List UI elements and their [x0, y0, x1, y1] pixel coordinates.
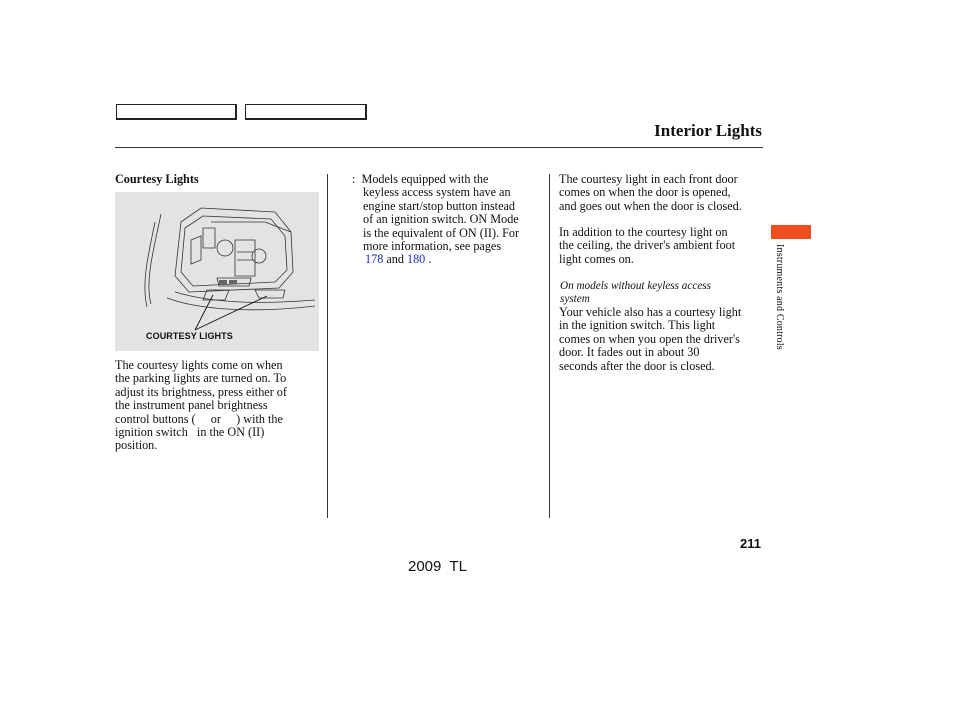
right-para3-line: comes on when you open the driver's — [559, 331, 740, 346]
right-para2-line: In addition to the courtesy light on — [559, 225, 728, 239]
footnote-line: more information, see pages — [363, 239, 502, 254]
and-text: and — [386, 252, 404, 267]
middle-column — [352, 173, 542, 267]
footnote-line: : Models equipped with the — [352, 172, 489, 186]
model-note-line: On models without keyless access — [560, 280, 711, 292]
column-divider-right — [549, 174, 550, 518]
overhead-console-illustration — [115, 192, 319, 351]
column-divider-left — [327, 174, 328, 518]
right-para2-line: the ceiling, the driver's ambient foot — [559, 238, 736, 253]
right-para2 — [559, 226, 771, 266]
footer-model: 2009 TL — [408, 558, 467, 575]
footnote-line: keyless access system have an — [363, 185, 511, 200]
title-rule — [115, 147, 763, 148]
footnote-line: engine start/stop button instead — [363, 198, 515, 213]
figure-caption: COURTESY LIGHTS — [146, 331, 233, 341]
left-body-line: the instrument panel brightness — [115, 398, 268, 413]
overhead-console-figure — [115, 192, 319, 351]
page-link-180[interactable]: 180 — [406, 252, 426, 267]
right-column — [559, 173, 771, 213]
section-tab-marker — [771, 225, 811, 239]
right-para3-line: in the ignition switch. This light — [559, 318, 716, 333]
left-body-line: the parking lights are turned on. To — [115, 371, 287, 386]
left-column — [115, 173, 320, 186]
page-link-178[interactable]: 178 — [365, 252, 384, 267]
left-body-line: position. — [115, 438, 158, 453]
footnote-links-line — [352, 253, 542, 266]
page-number: 211 — [740, 536, 761, 551]
page-title: Interior Lights — [654, 121, 762, 140]
model-note-line: system — [560, 292, 590, 305]
footnote-line: of an ignition switch. ON Mode — [363, 212, 519, 227]
left-body-line: control buttons ( or ) with the — [115, 411, 283, 426]
left-body-line: The courtesy lights come on when — [115, 358, 283, 372]
end-period: . — [428, 252, 432, 267]
section-tab-label: Instruments and Controls — [774, 244, 785, 350]
right-para3 — [559, 306, 771, 373]
right-para1-line: and goes out when the door is closed. — [559, 198, 742, 213]
left-body-line: ignition switch in the ON (II) — [115, 425, 265, 440]
model-note — [560, 280, 772, 306]
left-body-line: adjust its brightness, press either of — [115, 384, 287, 399]
right-para3-line: Your vehicle also has a courtesy light — [559, 305, 742, 319]
next-section-button[interactable] — [245, 104, 367, 120]
right-para3-line: door. It fades out in about 30 — [559, 345, 700, 360]
section-heading: Courtesy Lights — [115, 172, 199, 186]
right-para2-line: light comes on. — [559, 251, 634, 266]
right-para1-line: comes on when the door is opened, — [559, 185, 731, 200]
right-para3-line: seconds after the door is closed. — [559, 358, 715, 373]
previous-section-button[interactable] — [116, 104, 237, 120]
right-para1-line: The courtesy light in each front door — [559, 172, 738, 186]
left-body — [115, 359, 320, 453]
footnote-line: is the equivalent of ON (II). For — [363, 225, 520, 240]
